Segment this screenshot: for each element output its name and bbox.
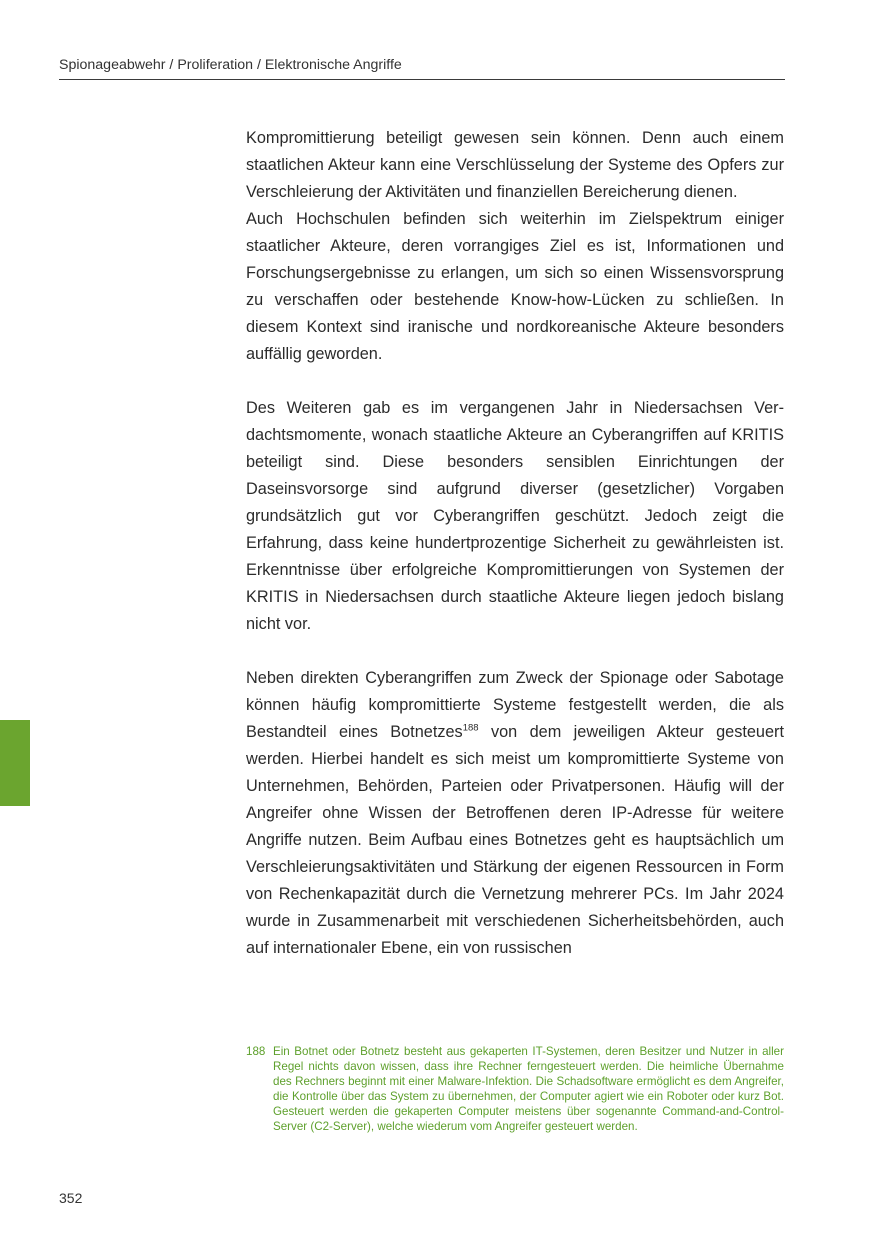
chapter-tab-marker [0, 720, 30, 806]
body-text [246, 125, 784, 962]
paragraph-4-part-1: Neben direkten Cyberangriffen zum Zweck der Spionage oder Sabotage können häufig kompromittierte Systeme festgestellt werden, die als Bestandteil eines Botnetzes [246, 669, 784, 741]
paragraph-3: Des Weiteren gab es im vergangenen Jahr in Niedersachsen Verdachtsmomente, wonach staatliche Akteure an Cyberangriffen auf KRITIS beteiligt sind. Diese besonders sensiblen Einrichtungen der Daseinsvorsorge sind aufgrund diverser (gesetzlicher) Vorgaben grundsätzlich gut vor Cyberangriffen geschützt. Jedoch zeigt die Erfahrung, dass keine hundertprozentige Sicherheit zu gewährleisten ist. Erkenntnisse über erfolgreiche Kompromittierungen von Systemen der KRITIS in Niedersachsen durch staatliche Akteure liegen jedoch bislang nicht vor. [246, 399, 784, 633]
paragraph-2: Auch Hochschulen befinden sich weiterhin im Zielspektrum einiger staatlicher Akteure, deren vorrangiges Ziel es ist, Informationen und Forschungsergebnisse zu erlangen, um sich so einen Wissensvorsprung zu verschaffen oder bestehende Know-how-Lücken zu schließen. In diesem Kontext sind iranische und nordkoreanische Akteure besonders auffällig geworden. [246, 210, 784, 363]
footnote [246, 1044, 784, 1134]
header-rule [59, 79, 785, 80]
running-header: Spionageabwehr / Proliferation / Elektronische Angriffe [59, 57, 402, 73]
paragraph-4 [246, 665, 784, 962]
footnote-number: 188 [246, 1045, 266, 1058]
footnote-text: Ein Botnet oder Botnetz besteht aus gekaperten IT-Systemen, deren Besitzer und Nutzer in aller Regel nichts davon wissen, dass ihre Rechner ferngesteuert werden. Die heimliche Übernahme des Rechners beginnt mit einer Malware-Infektion. Die Schadsoftware ermöglicht es dem Angreifer, die Kontrolle über das System zu übernehmen, der Computer agiert wie ein Roboter oder kurz Bot. Gesteuert werden die gekaperten Computer meistens über sogenannte Command-and-Control-Server (C2-Server), welche wiederum vom Angreifer gesteuert werden. [273, 1045, 784, 1133]
page-number: 352 [59, 1190, 83, 1206]
footnote-reference-188[interactable]: 188 [462, 722, 479, 734]
paragraph-1: Kompromittierung beteiligt gewesen sein können. Denn auch einem staatlichen Akteur kann eine Verschlüsselung der Systeme des Opfers zur Verschleierung der Aktivitäten und finanziellen Bereicherung dienen. [246, 129, 784, 201]
paragraph-4-part-2: von dem jeweiligen Akteur gesteuert werden. Hierbei handelt es sich meist um kompromittierte Systeme von Unternehmen, Behörden, Parteien oder Privatpersonen. Häufig will der Angreifer ohne Wissen der Betroffenen deren IP-Adresse für weitere Angriffe nutzen. Beim Aufbau eines Botnetzes geht es hauptsächlich um Verschleierungsaktivitäten und Stärkung der eigenen Ressourcen in Form von Rechenkapazität durch die Vernetzung mehrerer PCs. Im Jahr 2024 wurde in Zusammenarbeit mit verschiedenen Sicherheitsbehörden, auch auf internationaler Ebene, ein von russischen [246, 723, 784, 957]
